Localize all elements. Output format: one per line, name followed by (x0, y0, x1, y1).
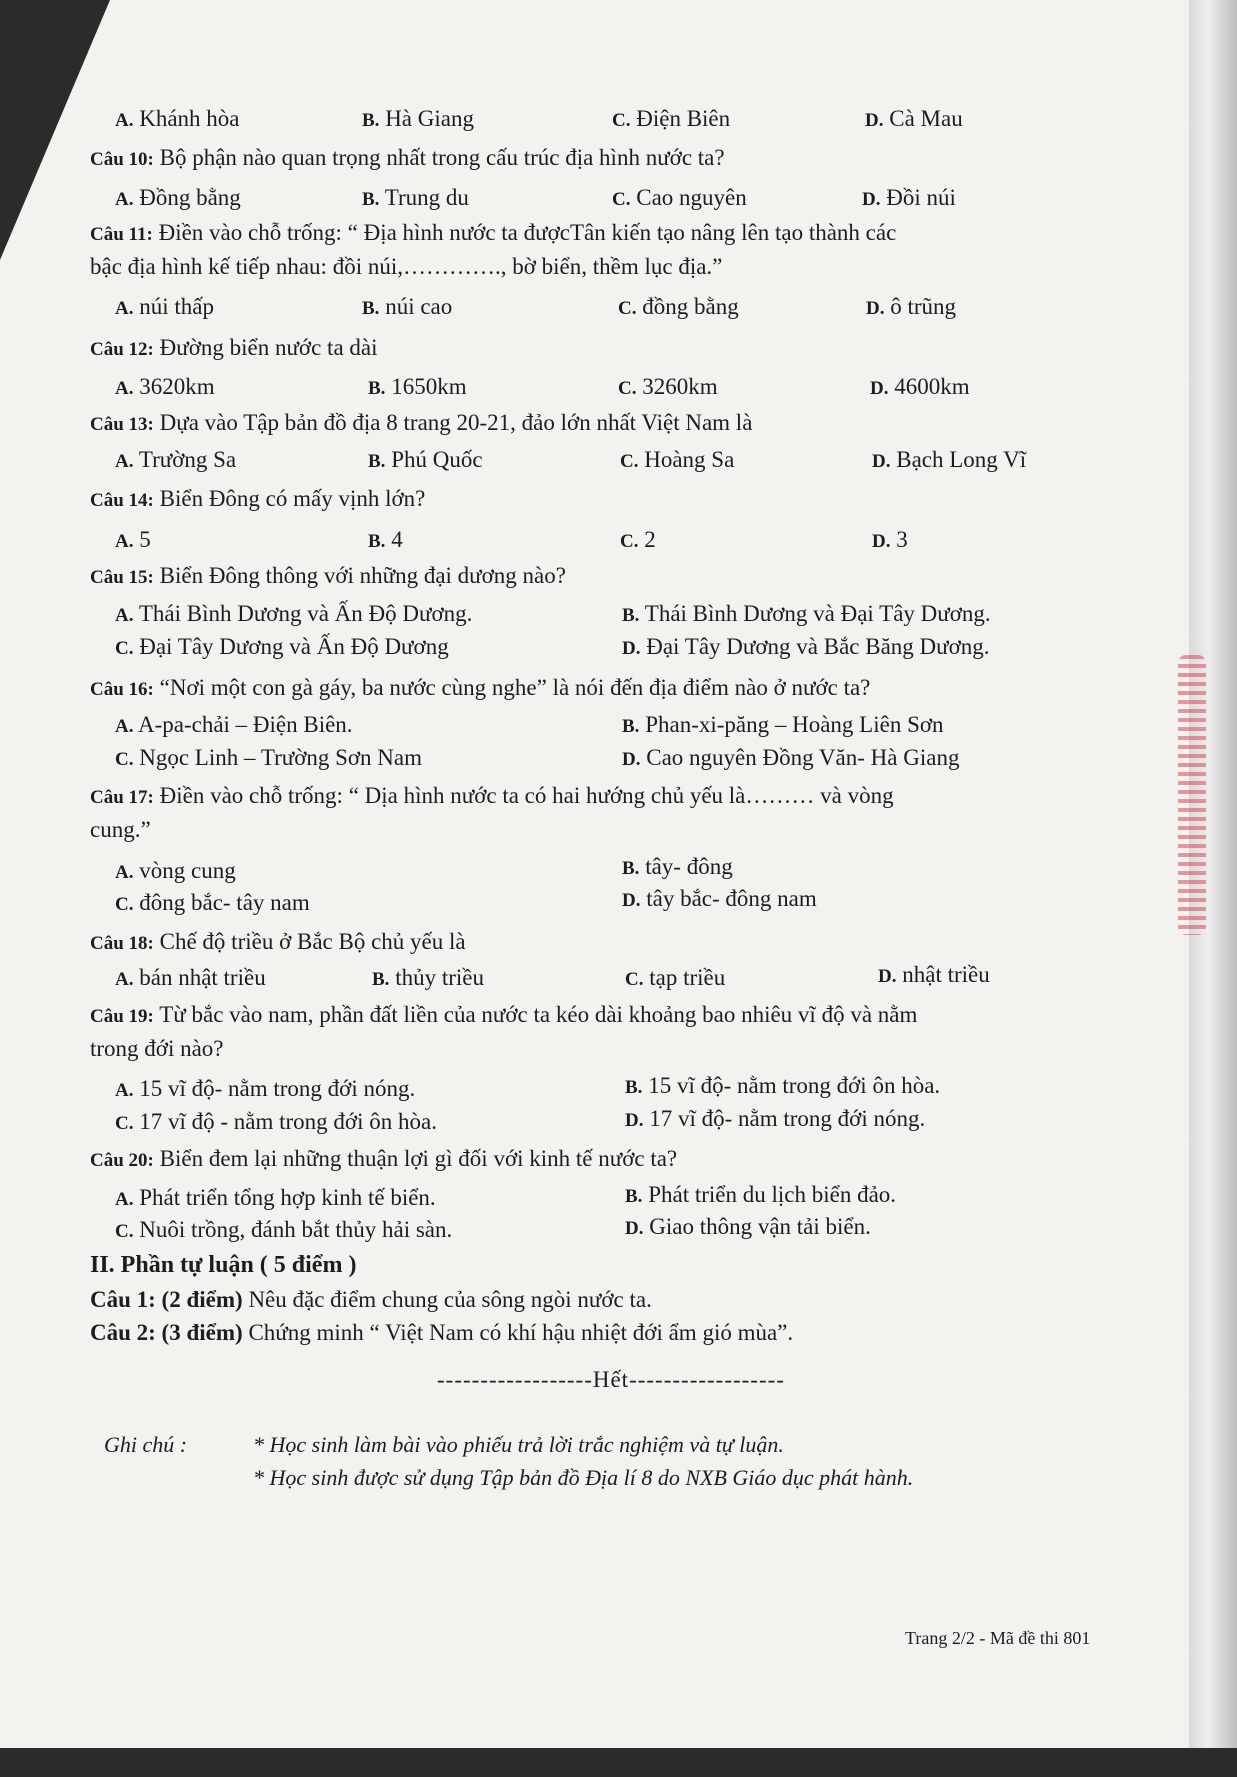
note-line-2: * Học sinh được sử dụng Tập bản đồ Địa lí 8 do NXB Giáo dục phát hành. (253, 1465, 914, 1490)
section-essay-title: II. Phần tự luận ( 5 điểm ) (90, 1252, 357, 1278)
q10-option-a: A. Đồng bằng (115, 185, 241, 210)
end-marker: ------------------Hết------------------ (437, 1367, 785, 1392)
q11-option-b: B. núi cao (362, 294, 453, 319)
question-11-line2: bậc địa hình kế tiếp nhau: đồi núi,…………., bờ biển, thềm lục địa.” (90, 254, 723, 279)
q12-option-b: B. 1650km (368, 374, 467, 399)
q17-option-b: B. tây- đông (622, 854, 733, 879)
q10-option-c: C. Cao nguyên (612, 185, 747, 210)
q20-option-d: D. Giao thông vận tải biển. (625, 1214, 871, 1239)
q12-option-c: C. 3260km (618, 374, 718, 399)
q19-option-d: D. 17 vĩ độ- nằm trong đới nóng. (625, 1106, 926, 1131)
q13-option-d: D. Bạch Long Vĩ (872, 447, 1027, 472)
q9-option-a: A. Khánh hòa (115, 106, 240, 131)
q9-option-b: B. Hà Giang (362, 106, 474, 131)
question-18: Câu 18: Chế độ triều ở Bắc Bộ chủ yếu là (90, 929, 466, 954)
q10-option-b: B. Trung du (362, 185, 469, 210)
note-label: Ghi chú : (104, 1432, 188, 1457)
question-19: Câu 19: Từ bắc vào nam, phần đất liền của nước ta kéo dài khoảng bao nhiêu vĩ độ và nằm (90, 1002, 918, 1027)
q18-option-a: A. bán nhật triều (115, 965, 266, 990)
q16-option-c: C. Ngọc Linh – Trường Sơn Nam (115, 745, 423, 770)
q14-option-c: C. 2 (620, 527, 656, 552)
question-13: Câu 13: Dựa vào Tập bản đồ địa 8 trang 20-21, đảo lớn nhất Việt Nam là (90, 410, 753, 435)
q9-option-c: C. Điện Biên (612, 106, 731, 131)
question-12: Câu 12: Đường biển nước ta dài (90, 335, 378, 360)
question-15: Câu 15: Biển Đông thông với những đại dương nào? (90, 563, 566, 588)
page-footer: Trang 2/2 - Mã đề thi 801 (905, 1628, 1091, 1648)
q10-option-d: D. Đồi núi (862, 185, 956, 210)
q20-option-b: B. Phát triển du lịch biển đảo. (625, 1182, 897, 1207)
q18-option-b: B. thủy triều (372, 965, 484, 990)
q15-option-b: B. Thái Bình Dương và Đại Tây Dương. (622, 601, 991, 626)
q17-option-a: A. vòng cung (115, 858, 236, 883)
q13-option-b: B. Phú Quốc (368, 447, 483, 472)
q19-option-a: A. 15 vĩ độ- nằm trong đới nóng. (115, 1076, 416, 1101)
essay-question-2: Câu 2: (3 điểm) Chứng minh “ Việt Nam có khí hậu nhiệt đới ẩm gió mùa”. (90, 1320, 794, 1345)
q13-option-a: A. Trường Sa (115, 447, 237, 472)
essay-question-1: Câu 1: (2 điểm) Nêu đặc điểm chung của sông ngòi nước ta. (90, 1287, 652, 1312)
question-17: Câu 17: Điền vào chỗ trống: “ Dịa hình nước ta có hai hướng chủ yếu là……… và vòng (90, 783, 894, 808)
question-16: Câu 16: “Nơi một con gà gáy, ba nước cùng nghe” là nói đến địa điểm nào ở nước ta? (90, 675, 871, 700)
q16-option-d: D. Cao nguyên Đồng Văn- Hà Giang (622, 745, 960, 770)
q20-option-c: C. Nuôi trồng, đánh bắt thủy hải sàn. (115, 1217, 453, 1242)
red-stamp-mark (1178, 655, 1206, 935)
question-17-line2: cung.” (90, 817, 151, 842)
question-10: Câu 10: Bộ phận nào quan trọng nhất trong cấu trúc địa hình nước ta? (90, 145, 725, 170)
q14-option-d: D. 3 (872, 527, 908, 552)
q18-option-c: C. tạp triều (625, 965, 726, 990)
q19-option-b: B. 15 vĩ độ- nằm trong đới ôn hòa. (625, 1073, 941, 1098)
q15-option-c: C. Đại Tây Dương và Ấn Độ Dương (115, 634, 449, 659)
q17-option-c: C. đông bắc- tây nam (115, 890, 310, 915)
question-19-line2: trong đới nào? (90, 1036, 224, 1061)
q13-option-c: C. Hoàng Sa (620, 447, 735, 472)
question-14: Câu 14: Biển Đông có mấy vịnh lớn? (90, 486, 426, 511)
q11-option-c: C. đồng bằng (618, 294, 739, 319)
q18-option-d: D. nhật triều (878, 962, 990, 987)
q15-option-a: A. Thái Bình Dương và Ấn Độ Dương. (115, 601, 473, 626)
q12-option-d: D. 4600km (870, 374, 970, 399)
q16-option-b: B. Phan-xi-păng – Hoàng Liên Sơn (622, 712, 944, 737)
question-20: Câu 20: Biển đem lại những thuận lợi gì đối với kinh tế nước ta? (90, 1146, 678, 1171)
q14-option-b: B. 4 (368, 527, 403, 552)
q12-option-a: A. 3620km (115, 374, 215, 399)
q14-option-a: A. 5 (115, 527, 151, 552)
q11-option-d: D. ô trũng (866, 294, 957, 319)
q17-option-d: D. tây bắc- đông nam (622, 886, 817, 911)
q19-option-c: C. 17 vĩ độ - nằm trong đới ôn hòa. (115, 1109, 437, 1134)
q11-option-a: A. núi thấp (115, 294, 214, 319)
q16-option-a: A. A-pa-chải – Điện Biên. (115, 712, 353, 737)
q9-option-d: D. Cà Mau (865, 106, 963, 131)
note-line-1: * Học sinh làm bài vào phiếu trả lời trắc nghiệm và tự luận. (253, 1432, 784, 1457)
q20-option-a: A. Phát triển tổng hợp kinh tế biển. (115, 1185, 436, 1210)
q15-option-d: D. Đại Tây Dương và Bắc Băng Dương. (622, 634, 990, 659)
question-11: Câu 11: Điền vào chỗ trống: “ Địa hình nước ta đượcTân kiến tạo nâng lên tạo thành các (90, 220, 897, 245)
